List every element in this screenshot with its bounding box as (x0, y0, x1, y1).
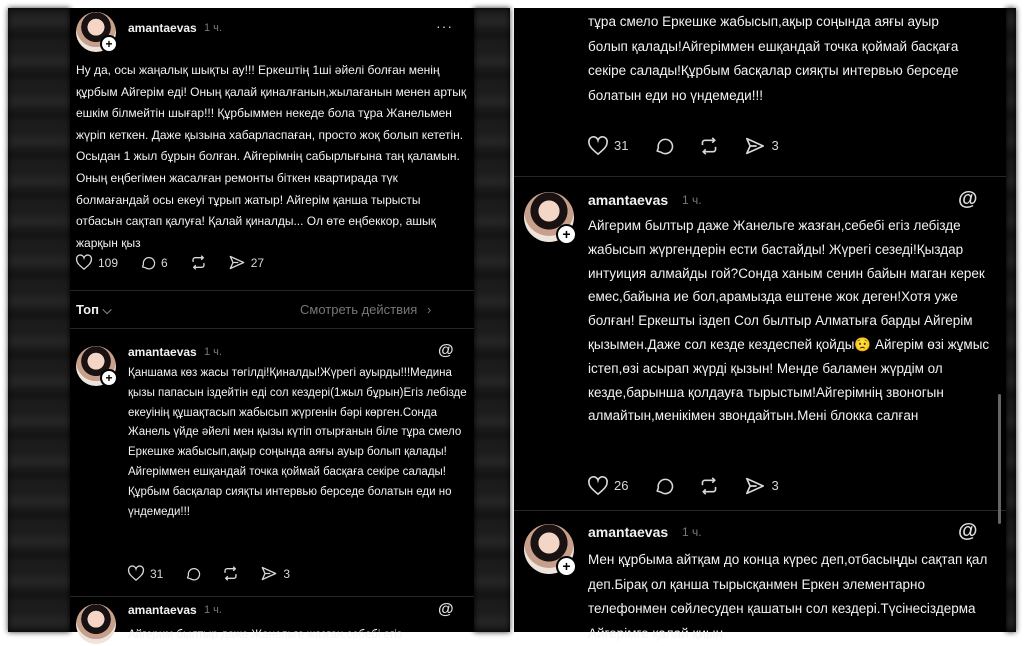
post (514, 180, 1006, 510)
heart-icon (128, 566, 144, 581)
share-count: 3 (771, 138, 779, 153)
post (514, 8, 1006, 176)
username[interactable]: amantaevas (128, 21, 197, 35)
post-time: 1 ч. (204, 604, 222, 616)
like-count: 109 (98, 255, 119, 270)
comment-count: 6 (161, 255, 168, 270)
username[interactable]: amantaevas (128, 603, 197, 617)
sort-label: Топ (76, 302, 99, 317)
divider (70, 328, 474, 329)
send-icon (745, 477, 765, 495)
like-button[interactable] (588, 477, 628, 495)
heart-icon (588, 137, 608, 155)
follow-plus-icon[interactable]: + (556, 224, 577, 245)
follow-plus-icon[interactable]: + (556, 556, 577, 577)
send-icon (745, 137, 765, 155)
username[interactable]: amantaevas (588, 192, 669, 208)
post-text: тұра смело Еркешке жабысып,ақыр соңында аяғы ауыр болып қалады!Айгеріммен ешқандай точка қоймай басқаға секіре салады!Құрбым басқалар сияқты интервью берседе болатын еди но үндемеди!!! (588, 14, 959, 103)
threads-feed (70, 8, 474, 641)
repost-button[interactable] (222, 566, 239, 581)
comment-button[interactable] (185, 566, 200, 581)
blurred-background-left (8, 8, 70, 632)
left-screenshot (8, 8, 510, 641)
username[interactable]: amantaevas (128, 345, 197, 359)
send-icon (261, 566, 277, 581)
repost-icon (222, 566, 239, 581)
post-text: Айгерим былтыр даже Жанельге жазған,себебі егіз лебізде жабысып жүргендерін ести бастайды! Жүрегі сезеді!Қыздар интуиция алмайды гой?Сонда ханым сенин байын маган керек емес,байына ие бол,арамызда ештене жок деген!Хотя уже болған! Еркешты іздеп Сол былтыр Алматыға барды Айгерім қызымен.Даже сол кезде кездеспей қойды😟 Айгерім өзі жұмыс істеп,өзі асырап жүрді қызын! Менде баламен жүрдім ол кезде,барынша қолдауға тырыстым!Айгерімнің звоногын алмайтын,менікімен звондайтын.Мені блокка салған (588, 218, 990, 424)
like-button[interactable] (76, 255, 118, 270)
scrollbar[interactable] (998, 394, 1001, 524)
share-button[interactable] (229, 255, 264, 270)
comment-icon (140, 255, 155, 270)
blurred-background-right (1006, 8, 1016, 632)
repost-icon (699, 137, 719, 155)
heart-icon (76, 255, 92, 270)
threads-feed (514, 8, 1006, 641)
share-count: 27 (250, 255, 265, 270)
comment-icon (185, 566, 200, 581)
divider (70, 596, 474, 597)
threads-icon[interactable]: @ (958, 520, 978, 542)
heart-icon (588, 477, 608, 495)
like-button[interactable] (128, 566, 163, 581)
view-activity-link[interactable] (300, 302, 431, 317)
view-activity-label: Смотреть действия (300, 302, 418, 317)
more-options-icon[interactable]: ··· (436, 18, 453, 34)
share-count: 3 (771, 478, 779, 493)
comment-button[interactable] (140, 255, 168, 270)
sort-top-button[interactable] (76, 302, 112, 318)
post-time: 1 ч. (204, 346, 222, 358)
post-text: Қаншама көз жасы төгілді!Қиналды!Жүрегі ауырды!!!Медина қызы папасын іздейтін еді сол кездері(1жыл бұрын)Егіз лебізде екеуінің құшақтасып жабысып жүргенін бәрі көрген.Сонда Жанель үйде әйелі мен қызы күтіп отырғанын біле тұра смело Еркешке жабысып,ақыр соңында аяғы ауыр болып қалады!Айгеріммен ешқандай точка қоймай басқаға секіре салады!Құрбым басқалар сияқты интервью берседе болатын еди но үндемеди!!! (128, 367, 467, 518)
post (70, 8, 474, 298)
post (70, 598, 474, 641)
send-icon (229, 255, 245, 270)
divider (514, 176, 1006, 177)
comment-icon (654, 476, 673, 495)
repost-button[interactable] (190, 255, 207, 270)
divider (70, 290, 474, 291)
post-actions (588, 136, 801, 155)
post (514, 514, 1006, 641)
chevron-down-icon: ⌵ (102, 303, 112, 317)
post-actions (588, 476, 801, 495)
post-text: Айгерим былтыр даже Жанельге жазған,себебі егіз (128, 629, 403, 641)
repost-icon (190, 255, 207, 270)
threads-icon[interactable]: @ (438, 342, 454, 359)
share-button[interactable] (745, 137, 778, 155)
comment-button[interactable] (654, 476, 673, 495)
share-button[interactable] (745, 477, 778, 495)
post-time: 1 ч. (682, 193, 702, 207)
threads-icon[interactable]: @ (958, 188, 978, 210)
right-screenshot (514, 8, 1016, 641)
repost-icon (699, 477, 719, 495)
blurred-background-right (474, 8, 510, 632)
post-actions (76, 255, 286, 270)
post-actions (128, 566, 312, 581)
replies-sort-row (70, 292, 474, 326)
post-time: 1 ч. (204, 22, 222, 34)
like-count: 26 (614, 478, 629, 493)
post-text: Ну да, осы жаңалық шықты ау!!! Еркештің 1ші әйелі болған менің құрбым Айгерім еді! Оның қалай қиналғанын,жылағанын менен артық ешкім білмейтін шығар!!! Құрбыммен некеде бола тұра Жанельмен жүріп кеткен. Даже қызына хабарласпаған, просто жоқ болып кететін. Осыдан 1 жыл бұрын болған. Айгерімнің сабырлығына таң қаламын. Оның еңбегімен жасалған ремонты біткен квартирада түк болмағандай осы екеуі тұрып жатыр! Айгерім қанша тырысты отбасын сақтап қалуға! Қалай қиналды... Ол өте еңбеккор, ашық жарқын қыз (76, 63, 467, 250)
post (70, 338, 474, 598)
threads-icon[interactable]: @ (438, 601, 454, 618)
username[interactable]: amantaevas (588, 524, 669, 540)
repost-button[interactable] (699, 137, 719, 155)
repost-button[interactable] (699, 477, 719, 495)
comment-icon (654, 136, 673, 155)
chevron-right-icon: › (426, 302, 432, 317)
share-button[interactable] (261, 566, 290, 581)
post-text: Мен құрбыма айтқам до конца күрес деп,отбасыңды сақтап қал деп.Бірақ ол қанша тырысқанмен Еркен элементарно телефонмен сөйлесуден қашатын сол кездері.Түсінесіздерма Айгерімге қалай қиын (588, 552, 988, 641)
follow-plus-icon[interactable]: + (100, 35, 118, 53)
like-count: 31 (150, 566, 164, 581)
follow-plus-icon[interactable]: + (100, 369, 118, 387)
comment-button[interactable] (654, 136, 673, 155)
divider (514, 510, 1006, 511)
avatar[interactable] (76, 604, 116, 644)
share-count: 3 (283, 566, 291, 581)
like-button[interactable] (588, 137, 628, 155)
post-time: 1 ч. (682, 525, 702, 539)
like-count: 31 (614, 138, 629, 153)
